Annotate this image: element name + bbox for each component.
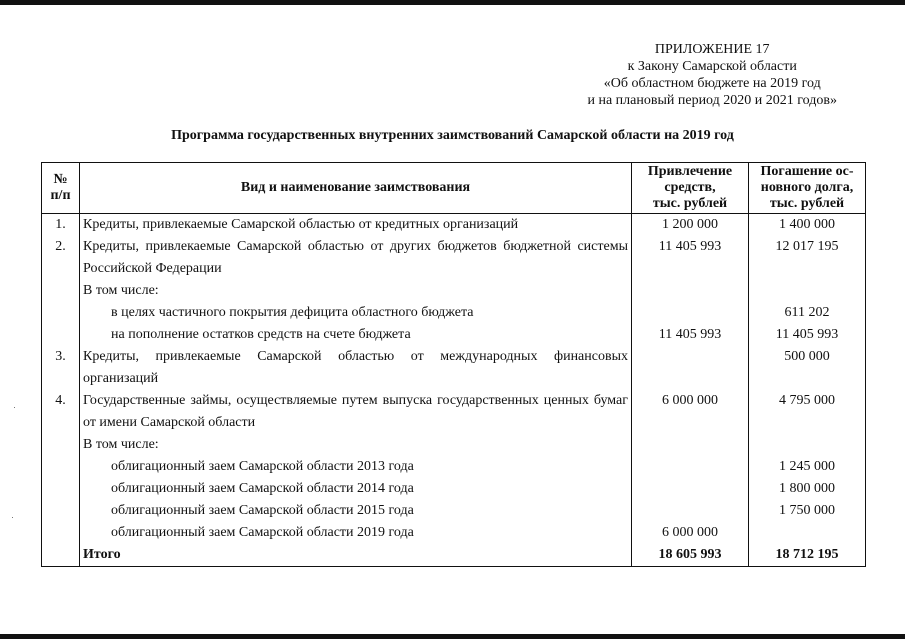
row-number: [42, 456, 80, 478]
table-row: [42, 434, 866, 456]
row-repay-value: 1 245 000: [749, 456, 866, 478]
row-raise-value: [632, 434, 749, 456]
total-label: Итого: [80, 544, 632, 567]
row-name: облигационный заем Самарской области 2014 года: [80, 478, 632, 500]
row-number: [42, 324, 80, 346]
table-row: [42, 522, 866, 544]
appendix-line: и на плановый период 2020 и 2021 годов»: [587, 93, 837, 108]
row-raise-value: 6 000 000: [632, 390, 749, 434]
row-repay-value: 1 400 000: [749, 214, 866, 237]
row-repay-value: 500 000: [749, 346, 866, 390]
table-row: [42, 302, 866, 324]
row-number: 2.: [42, 236, 80, 280]
appendix-line: к Закону Самарской области: [627, 59, 797, 74]
header-raise-line: Привлечение: [647, 164, 733, 179]
table-row: [42, 280, 866, 302]
table-row: [42, 500, 866, 522]
table-row: [42, 324, 866, 346]
appendix-line: ПРИЛОЖЕНИЕ 17: [654, 42, 770, 57]
table-row: [42, 346, 866, 390]
header-raise-line: средств,: [664, 180, 716, 195]
row-name: в целях частичного покрытия дефицита областного бюджета: [80, 302, 632, 324]
scan-speck: [12, 517, 13, 518]
row-name: В том числе:: [80, 434, 632, 456]
row-raise-value: 6 000 000: [632, 522, 749, 544]
row-number: [42, 522, 80, 544]
table-row: [42, 214, 866, 237]
row-name: Кредиты, привлекаемые Самарской областью от кредитных организаций: [80, 214, 632, 237]
scan-speck: [14, 407, 15, 408]
row-name: облигационный заем Самарской области 2019 года: [80, 522, 632, 544]
row-repay-value: 1 800 000: [749, 478, 866, 500]
header-raise-line: тыс. рублей: [652, 196, 728, 211]
borrowing-table: [41, 162, 866, 567]
table-row: [42, 390, 866, 434]
row-raise-value: [632, 346, 749, 390]
header-num-line: п/п: [50, 188, 71, 203]
row-repay-value: [749, 522, 866, 544]
header-repay-line: новного долга,: [760, 180, 854, 195]
row-raise-value: 11 405 993: [632, 324, 749, 346]
header-name: Вид и наименование заимствования: [80, 163, 632, 214]
total-row: [42, 544, 866, 567]
scan-top-edge: [0, 0, 905, 5]
row-raise-value: [632, 280, 749, 302]
table-row: [42, 236, 866, 280]
row-raise-value: [632, 500, 749, 522]
row-raise-value: 11 405 993: [632, 236, 749, 280]
row-repay-value: 1 750 000: [749, 500, 866, 522]
row-number: 1.: [42, 214, 80, 237]
row-name: облигационный заем Самарской области 2013 года: [80, 456, 632, 478]
row-raise-value: [632, 302, 749, 324]
header-repay: [749, 163, 866, 214]
row-number: [42, 500, 80, 522]
row-repay-value: 4 795 000: [749, 390, 866, 434]
row-name: Кредиты, привлекаемые Самарской областью от международных финансовых организаций: [80, 346, 632, 390]
row-number: [42, 280, 80, 302]
scan-bottom-edge: [0, 634, 905, 639]
header-raise: [632, 163, 749, 214]
row-name: Кредиты, привлекаемые Самарской областью от других бюджетов бюджетной системы Российской Федерации: [80, 236, 632, 280]
row-name: В том числе:: [80, 280, 632, 302]
row-repay-value: 11 405 993: [749, 324, 866, 346]
row-raise-value: [632, 478, 749, 500]
table-row: [42, 456, 866, 478]
row-number: 3.: [42, 346, 80, 390]
appendix-header: [587, 41, 837, 109]
header-num: [42, 163, 80, 214]
row-name: Государственные займы, осуществляемые путем выпуска государственных ценных бумаг от имени Самарской области: [80, 390, 632, 434]
header-repay-line: тыс. рублей: [769, 196, 845, 211]
header-num-line: №: [53, 172, 68, 187]
row-raise-value: [632, 456, 749, 478]
table-header: [42, 163, 866, 214]
total-raise-value: 18 605 993: [632, 544, 749, 567]
row-repay-value: 12 017 195: [749, 236, 866, 280]
header-row: [42, 163, 866, 214]
row-number: [42, 434, 80, 456]
row-number: [42, 302, 80, 324]
row-repay-value: [749, 434, 866, 456]
table-body: [42, 214, 866, 567]
row-name: облигационный заем Самарской области 2015 года: [80, 500, 632, 522]
row-number: [42, 544, 80, 567]
header-repay-line: Погашение ос-: [760, 164, 854, 179]
row-name: на пополнение остатков средств на счете бюджета: [80, 324, 632, 346]
row-number: 4.: [42, 390, 80, 434]
row-raise-value: 1 200 000: [632, 214, 749, 237]
row-number: [42, 478, 80, 500]
total-repay-value: 18 712 195: [749, 544, 866, 567]
row-repay-value: [749, 280, 866, 302]
appendix-line: «Об областном бюджете на 2019 год: [603, 76, 821, 91]
table-row: [42, 478, 866, 500]
row-repay-value: 611 202: [749, 302, 866, 324]
document-title: Программа государственных внутренних заимствований Самарской области на 2019 год: [171, 128, 734, 143]
